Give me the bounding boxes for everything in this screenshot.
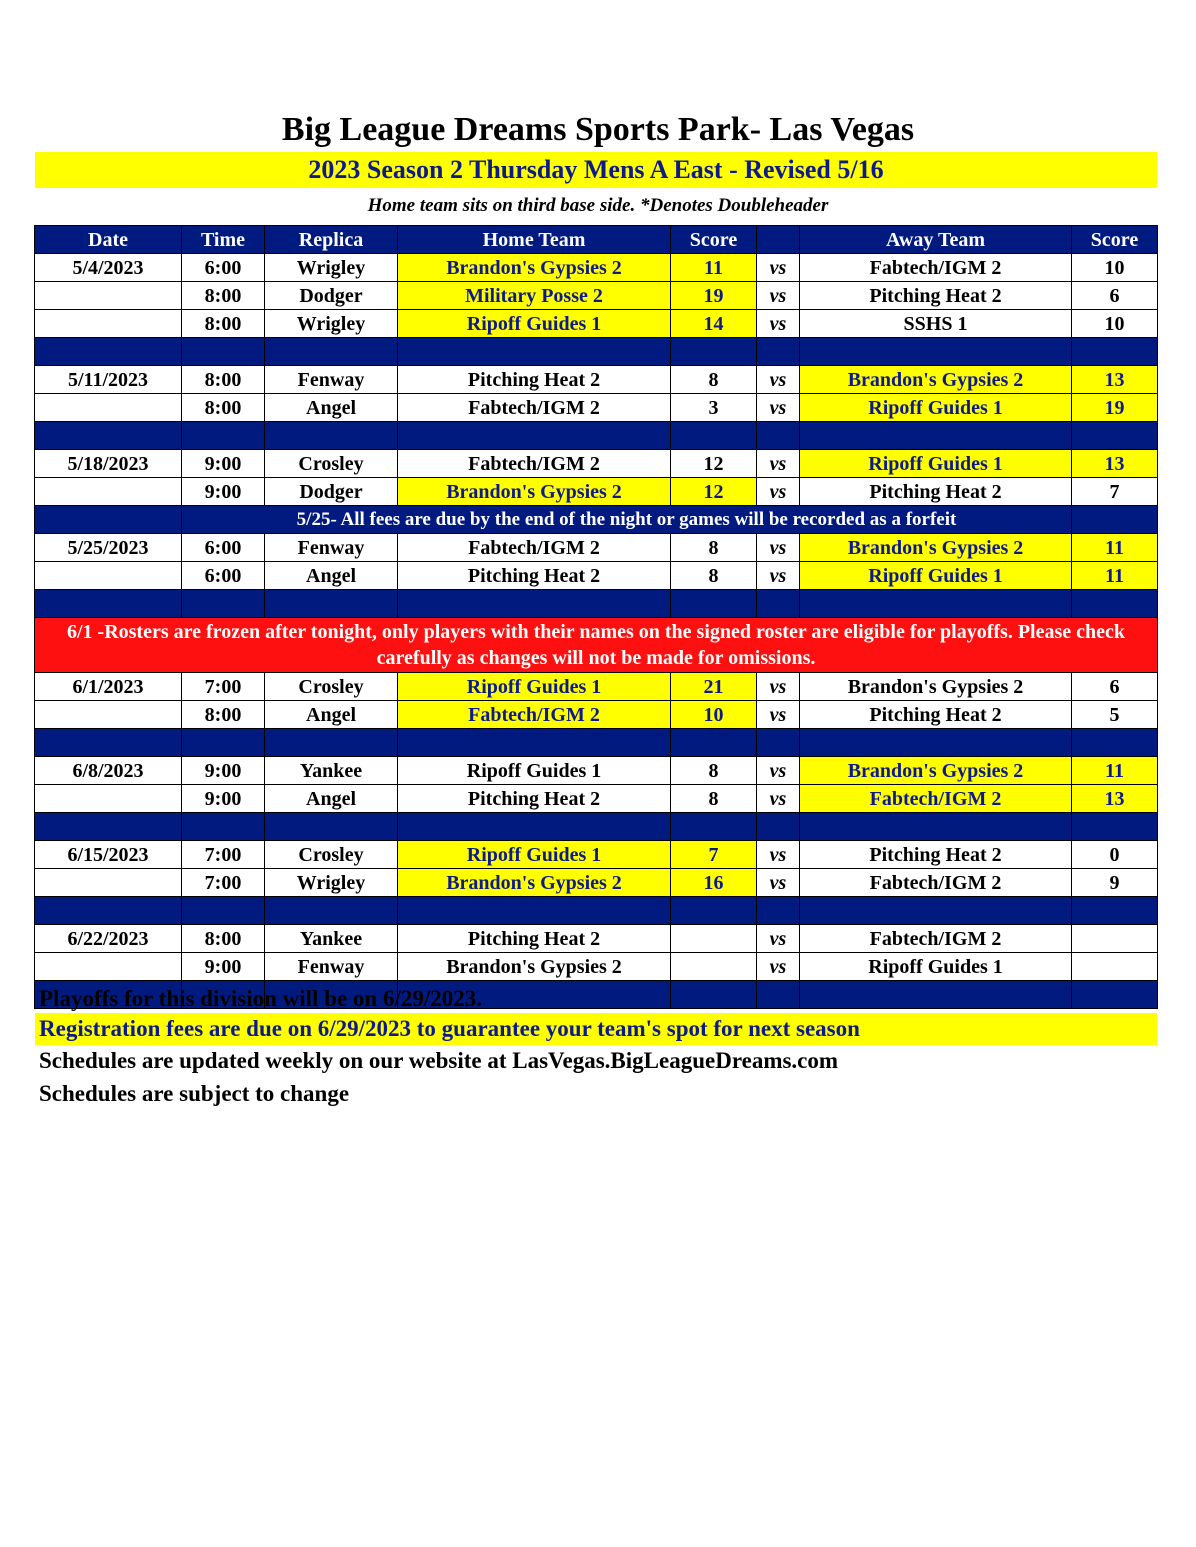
game-field: Fenway <box>265 366 398 394</box>
home-score: 16 <box>671 869 757 897</box>
away-team: Ripoff Guides 1 <box>800 953 1072 981</box>
separator-cell <box>1072 338 1158 366</box>
game-time: 9:00 <box>182 478 265 506</box>
page-title: Big League Dreams Sports Park- Las Vegas <box>281 111 915 148</box>
home-team: Brandon's Gypsies 2 <box>398 869 671 897</box>
home-score: 12 <box>671 450 757 478</box>
vs-label: vs <box>757 953 800 981</box>
game-date: 5/25/2023 <box>35 534 182 562</box>
home-team: Ripoff Guides 1 <box>398 310 671 338</box>
game-row <box>35 534 1158 562</box>
game-date <box>35 310 182 338</box>
away-team: Ripoff Guides 1 <box>800 394 1072 422</box>
game-field: Fenway <box>265 534 398 562</box>
away-score <box>1072 953 1158 981</box>
away-score: 9 <box>1072 869 1158 897</box>
game-date: 6/15/2023 <box>35 841 182 869</box>
home-score: 8 <box>671 785 757 813</box>
home-team-note: Home team sits on third base side. *Denotes Doubleheader <box>367 195 829 216</box>
vs-label: vs <box>757 450 800 478</box>
away-team: Pitching Heat 2 <box>800 478 1072 506</box>
game-time: 7:00 <box>182 841 265 869</box>
separator-cell <box>671 590 757 618</box>
game-date: 6/1/2023 <box>35 673 182 701</box>
vs-label: vs <box>757 841 800 869</box>
home-team: Fabtech/IGM 2 <box>398 534 671 562</box>
game-field: Angel <box>265 701 398 729</box>
away-score: 5 <box>1072 701 1158 729</box>
col-header: Replica <box>265 226 398 254</box>
fees-banner-row <box>35 506 1158 534</box>
game-field: Angel <box>265 562 398 590</box>
game-row <box>35 282 1158 310</box>
away-team: Brandon's Gypsies 2 <box>800 366 1072 394</box>
game-time: 9:00 <box>182 757 265 785</box>
home-team: Ripoff Guides 1 <box>398 673 671 701</box>
game-date: 6/22/2023 <box>35 925 182 953</box>
home-team: Fabtech/IGM 2 <box>398 394 671 422</box>
separator-cell <box>35 338 182 366</box>
game-field: Yankee <box>265 925 398 953</box>
away-score: 13 <box>1072 450 1158 478</box>
separator-cell <box>757 813 800 841</box>
vs-label: vs <box>757 366 800 394</box>
separator-cell <box>1072 897 1158 925</box>
home-team: Fabtech/IGM 2 <box>398 450 671 478</box>
banner-spacer <box>35 506 182 534</box>
away-score <box>1072 925 1158 953</box>
vs-label: vs <box>757 785 800 813</box>
banner-spacer <box>1072 506 1158 534</box>
game-field: Wrigley <box>265 869 398 897</box>
separator-cell <box>800 729 1072 757</box>
home-team: Pitching Heat 2 <box>398 562 671 590</box>
week-separator-row <box>35 813 1158 841</box>
separator-cell <box>1072 813 1158 841</box>
home-score: 8 <box>671 562 757 590</box>
header-row <box>35 226 1158 254</box>
away-team: Brandon's Gypsies 2 <box>800 757 1072 785</box>
separator-cell <box>35 422 182 450</box>
website-note: Schedules are updated weekly on our website at LasVegas.BigLeagueDreams.com <box>39 1048 839 1073</box>
home-score: 19 <box>671 282 757 310</box>
separator-cell <box>671 338 757 366</box>
separator-cell <box>800 590 1072 618</box>
game-date: 5/11/2023 <box>35 366 182 394</box>
away-score: 6 <box>1072 282 1158 310</box>
game-field: Crosley <box>265 450 398 478</box>
game-row <box>35 310 1158 338</box>
home-score: 8 <box>671 534 757 562</box>
fees-banner: 5/25- All fees are due by the end of the night or games will be recorded as a forfeit <box>182 506 1072 534</box>
away-score: 10 <box>1072 254 1158 282</box>
week-separator-row <box>35 590 1158 618</box>
game-row <box>35 757 1158 785</box>
week-separator-row <box>35 729 1158 757</box>
vs-label: vs <box>757 254 800 282</box>
game-row <box>35 394 1158 422</box>
vs-label: vs <box>757 869 800 897</box>
away-score: 11 <box>1072 562 1158 590</box>
roster-alert-row <box>35 618 1158 673</box>
game-date <box>35 282 182 310</box>
separator-cell <box>35 897 182 925</box>
separator-cell <box>1072 590 1158 618</box>
game-date <box>35 785 182 813</box>
separator-cell <box>398 729 671 757</box>
game-row <box>35 450 1158 478</box>
season-subtitle: 2023 Season 2 Thursday Mens A East - Revised 5/16 <box>35 152 1157 188</box>
game-time: 6:00 <box>182 254 265 282</box>
home-score <box>671 953 757 981</box>
home-team: Pitching Heat 2 <box>398 785 671 813</box>
home-score: 7 <box>671 841 757 869</box>
home-team: Ripoff Guides 1 <box>398 757 671 785</box>
separator-cell <box>398 813 671 841</box>
game-row <box>35 953 1158 981</box>
game-field: Wrigley <box>265 310 398 338</box>
separator-cell <box>182 729 265 757</box>
home-score: 10 <box>671 701 757 729</box>
game-time: 7:00 <box>182 869 265 897</box>
game-time: 8:00 <box>182 366 265 394</box>
away-score: 10 <box>1072 310 1158 338</box>
home-score: 8 <box>671 366 757 394</box>
game-time: 8:00 <box>182 310 265 338</box>
separator-cell <box>1072 422 1158 450</box>
separator-cell <box>757 338 800 366</box>
vs-label: vs <box>757 757 800 785</box>
game-date: 5/18/2023 <box>35 450 182 478</box>
game-field: Dodger <box>265 478 398 506</box>
away-team: Brandon's Gypsies 2 <box>800 534 1072 562</box>
separator-cell <box>671 422 757 450</box>
game-time: 9:00 <box>182 785 265 813</box>
home-score: 11 <box>671 254 757 282</box>
separator-cell <box>757 897 800 925</box>
game-time: 9:00 <box>182 450 265 478</box>
col-header: Away Team <box>800 226 1072 254</box>
home-score: 8 <box>671 757 757 785</box>
separator-cell <box>182 813 265 841</box>
col-header: Score <box>671 226 757 254</box>
game-row <box>35 785 1158 813</box>
game-date: 6/8/2023 <box>35 757 182 785</box>
vs-label: vs <box>757 478 800 506</box>
game-row <box>35 869 1158 897</box>
separator-cell <box>398 338 671 366</box>
game-date <box>35 869 182 897</box>
game-row <box>35 841 1158 869</box>
separator-cell <box>800 422 1072 450</box>
separator-cell <box>1072 729 1158 757</box>
away-score: 7 <box>1072 478 1158 506</box>
game-time: 6:00 <box>182 534 265 562</box>
game-field: Fenway <box>265 953 398 981</box>
separator-cell <box>265 897 398 925</box>
col-header: Home Team <box>398 226 671 254</box>
registration-note: Registration fees are due on 6/29/2023 to guarantee your team's spot for next season <box>35 1013 1157 1045</box>
away-score: 0 <box>1072 841 1158 869</box>
separator-cell <box>265 729 398 757</box>
game-field: Angel <box>265 394 398 422</box>
separator-cell <box>35 813 182 841</box>
roster-alert: 6/1 -Rosters are frozen after tonight, only players with their names on the signed roster are eligible for playoffs. Please check carefully as changes will not be made for omissions. <box>35 618 1158 673</box>
separator-cell <box>671 897 757 925</box>
game-time: 8:00 <box>182 282 265 310</box>
separator-cell <box>398 897 671 925</box>
game-row <box>35 925 1158 953</box>
game-field: Dodger <box>265 282 398 310</box>
game-row <box>35 478 1158 506</box>
home-team: Brandon's Gypsies 2 <box>398 254 671 282</box>
game-time: 9:00 <box>182 953 265 981</box>
home-score: 21 <box>671 673 757 701</box>
away-score: 13 <box>1072 785 1158 813</box>
separator-cell <box>671 729 757 757</box>
home-score: 12 <box>671 478 757 506</box>
away-team: Fabtech/IGM 2 <box>800 254 1072 282</box>
game-date <box>35 953 182 981</box>
game-row <box>35 562 1158 590</box>
game-row <box>35 254 1158 282</box>
home-team: Military Posse 2 <box>398 282 671 310</box>
away-team: Fabtech/IGM 2 <box>800 925 1072 953</box>
away-team: Pitching Heat 2 <box>800 841 1072 869</box>
away-team: Fabtech/IGM 2 <box>800 869 1072 897</box>
away-score: 13 <box>1072 366 1158 394</box>
separator-cell <box>757 729 800 757</box>
game-field: Wrigley <box>265 254 398 282</box>
home-team: Pitching Heat 2 <box>398 925 671 953</box>
separator-cell <box>35 729 182 757</box>
separator-cell <box>35 590 182 618</box>
separator-cell <box>757 590 800 618</box>
vs-label: vs <box>757 394 800 422</box>
game-field: Crosley <box>265 841 398 869</box>
away-score: 11 <box>1072 534 1158 562</box>
game-date <box>35 562 182 590</box>
separator-cell <box>265 813 398 841</box>
separator-cell <box>800 338 1072 366</box>
game-row <box>35 673 1158 701</box>
game-date <box>35 701 182 729</box>
away-team: Pitching Heat 2 <box>800 701 1072 729</box>
home-score: 3 <box>671 394 757 422</box>
game-time: 6:00 <box>182 562 265 590</box>
game-time: 7:00 <box>182 673 265 701</box>
away-score: 19 <box>1072 394 1158 422</box>
game-field: Angel <box>265 785 398 813</box>
week-separator-row <box>35 338 1158 366</box>
vs-label: vs <box>757 673 800 701</box>
week-separator-row <box>35 897 1158 925</box>
away-team: Ripoff Guides 1 <box>800 562 1072 590</box>
away-score: 6 <box>1072 673 1158 701</box>
schedule-body <box>35 254 1158 1009</box>
home-score <box>671 925 757 953</box>
week-separator-row <box>35 422 1158 450</box>
game-time: 8:00 <box>182 701 265 729</box>
separator-cell <box>757 422 800 450</box>
separator-cell <box>182 338 265 366</box>
home-score: 14 <box>671 310 757 338</box>
separator-cell <box>182 422 265 450</box>
schedule-table <box>34 225 1158 1009</box>
home-team: Ripoff Guides 1 <box>398 841 671 869</box>
game-time: 8:00 <box>182 394 265 422</box>
col-header: Date <box>35 226 182 254</box>
away-team: Ripoff Guides 1 <box>800 450 1072 478</box>
home-team: Fabtech/IGM 2 <box>398 701 671 729</box>
game-row <box>35 701 1158 729</box>
col-header: Time <box>182 226 265 254</box>
separator-cell <box>265 590 398 618</box>
game-date <box>35 478 182 506</box>
vs-label: vs <box>757 925 800 953</box>
separator-cell <box>800 813 1072 841</box>
separator-cell <box>671 813 757 841</box>
vs-label: vs <box>757 282 800 310</box>
home-team: Brandon's Gypsies 2 <box>398 478 671 506</box>
separator-cell <box>182 897 265 925</box>
game-date: 5/4/2023 <box>35 254 182 282</box>
separator-cell <box>398 422 671 450</box>
vs-label: vs <box>757 562 800 590</box>
vs-label: vs <box>757 701 800 729</box>
separator-cell <box>800 897 1072 925</box>
separator-cell <box>265 338 398 366</box>
away-team: Fabtech/IGM 2 <box>800 785 1072 813</box>
home-team: Pitching Heat 2 <box>398 366 671 394</box>
away-team: Pitching Heat 2 <box>800 282 1072 310</box>
home-team: Brandon's Gypsies 2 <box>398 953 671 981</box>
game-row <box>35 366 1158 394</box>
game-time: 8:00 <box>182 925 265 953</box>
col-header <box>757 226 800 254</box>
vs-label: vs <box>757 534 800 562</box>
away-team: Brandon's Gypsies 2 <box>800 673 1072 701</box>
game-field: Yankee <box>265 757 398 785</box>
col-header: Score <box>1072 226 1158 254</box>
away-score: 11 <box>1072 757 1158 785</box>
vs-label: vs <box>757 310 800 338</box>
playoffs-note: Playoffs for this division will be on 6/29/2023. <box>39 986 483 1011</box>
change-note: Schedules are subject to change <box>39 1081 350 1106</box>
separator-cell <box>265 422 398 450</box>
game-field: Crosley <box>265 673 398 701</box>
away-team: SSHS 1 <box>800 310 1072 338</box>
separator-cell <box>182 590 265 618</box>
separator-cell <box>398 590 671 618</box>
game-date <box>35 394 182 422</box>
